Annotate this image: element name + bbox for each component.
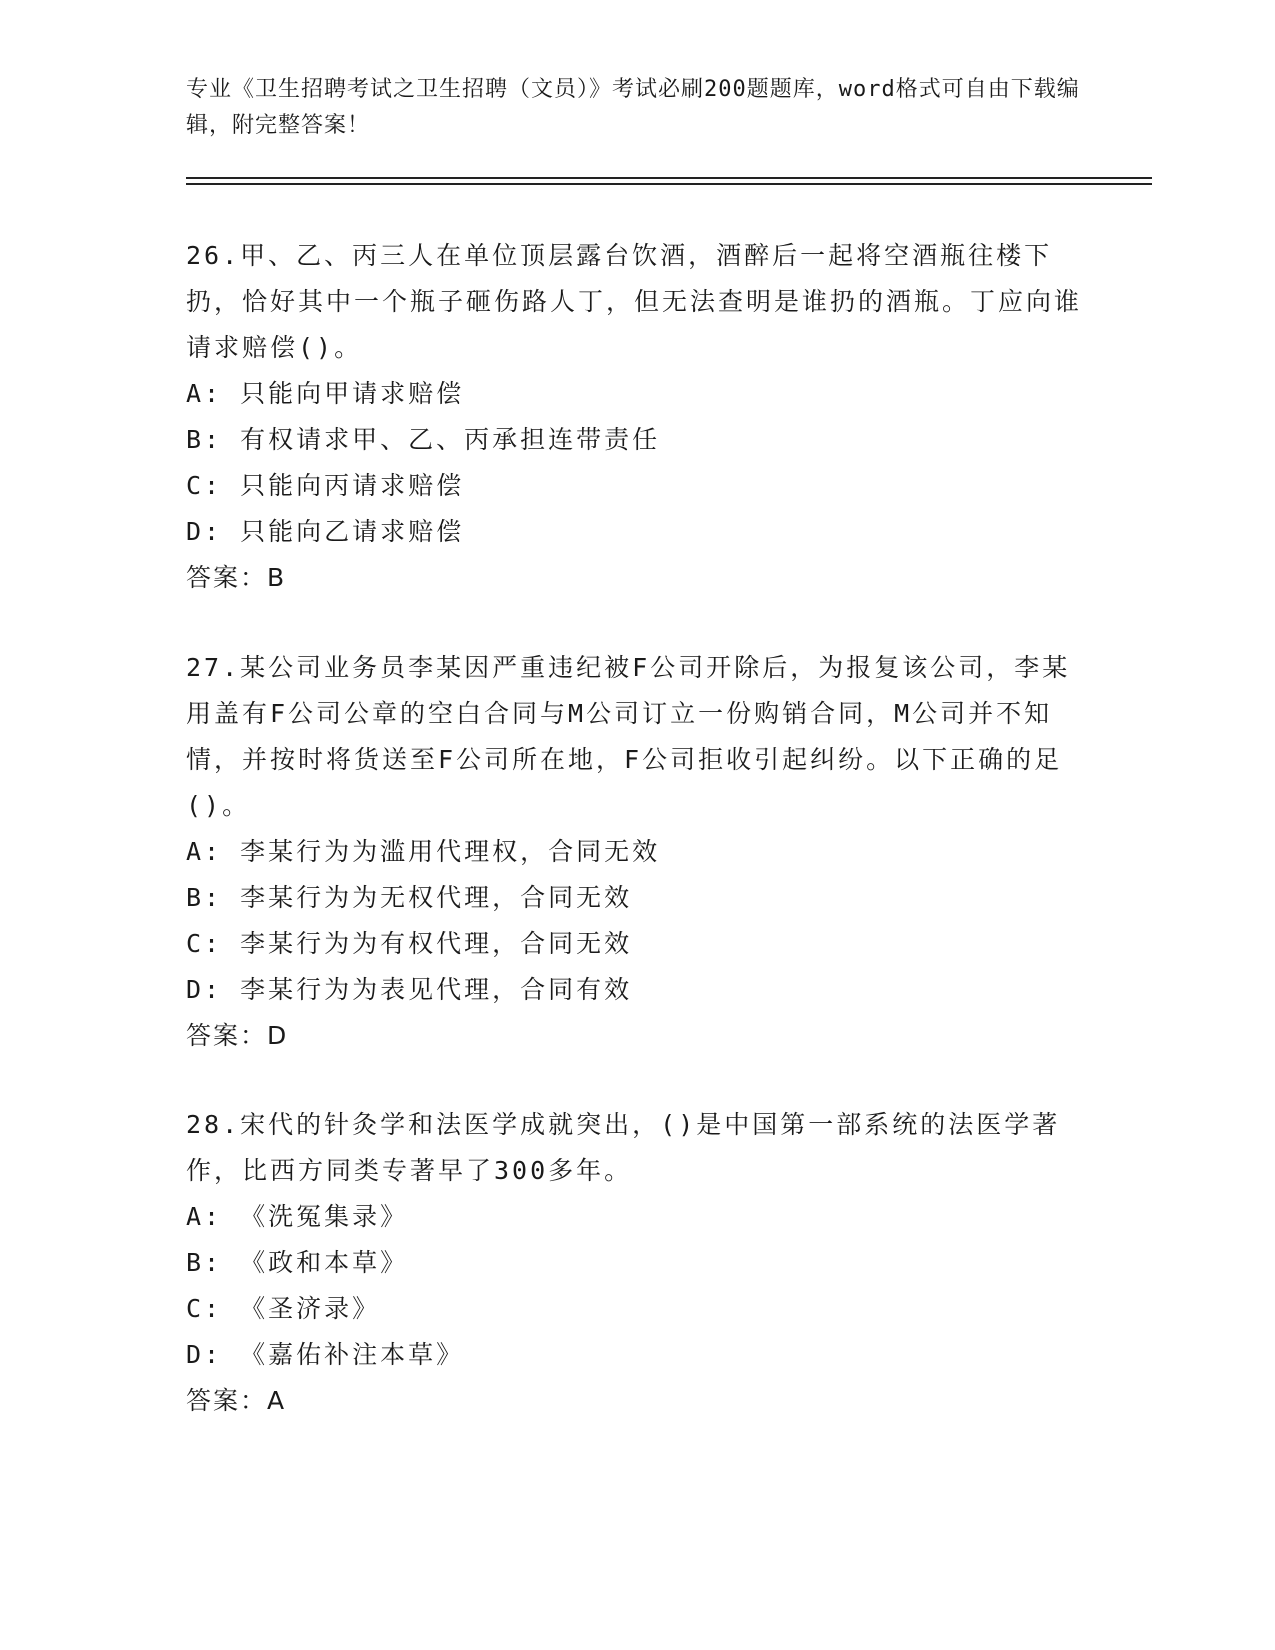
option-d: D: 李某行为为表见代理，合同有效 bbox=[186, 975, 633, 1004]
question-26 bbox=[186, 233, 1086, 601]
option-b: B: 有权请求甲、乙、丙承担连带责任 bbox=[186, 425, 661, 454]
question-stem: 26.甲、乙、丙三人在单位顶层露台饮酒，酒醉后一起将空酒瓶往楼下扔，恰好其中一个瓶子砸伤路人丁，但无法查明是谁扔的酒瓶。丁应向谁请求赔偿()。 bbox=[186, 241, 1083, 362]
option-b: B: 《政和本草》 bbox=[186, 1248, 409, 1277]
option-c: C: 只能向丙请求赔偿 bbox=[186, 471, 465, 500]
answer-key: 答案：B bbox=[186, 563, 287, 592]
option-d: D: 《嘉佑补注本草》 bbox=[186, 1340, 465, 1369]
header-divider-bottom bbox=[186, 183, 1152, 185]
option-a: A: 《洗冤集录》 bbox=[186, 1202, 409, 1231]
question-stem: 28.宋代的针灸学和法医学成就突出，()是中国第一部系统的法医学著作，比西方同类专著早了300多年。 bbox=[186, 1110, 1061, 1185]
question-27 bbox=[186, 645, 1086, 1059]
option-d: D: 只能向乙请求赔偿 bbox=[186, 517, 465, 546]
question-stem: 27.某公司业务员李某因严重违纪被F公司开除后，为报复该公司，李某用盖有F公司公章的空白合同与M公司订立一份购销合同，M公司并不知情，并按时将货送至F公司所在地，F公司拒收引起纠纷。以下正确的足()。 bbox=[186, 653, 1071, 820]
answer-key: 答案：D bbox=[186, 1021, 289, 1050]
header-divider-top bbox=[186, 177, 1152, 179]
option-a: A: 李某行为为滥用代理权，合同无效 bbox=[186, 837, 661, 866]
option-c: C: 《圣济录》 bbox=[186, 1294, 381, 1323]
option-b: B: 李某行为为无权代理，合同无效 bbox=[186, 883, 633, 912]
question-28 bbox=[186, 1102, 1086, 1424]
option-c: C: 李某行为为有权代理，合同无效 bbox=[186, 929, 633, 958]
document-header: 专业《卫生招聘考试之卫生招聘（文员）》考试必刷200题题库，word格式可自由下载编辑，附完整答案！ bbox=[186, 77, 1080, 138]
option-a: A: 只能向甲请求赔偿 bbox=[186, 379, 465, 408]
answer-key: 答案：A bbox=[186, 1386, 287, 1415]
